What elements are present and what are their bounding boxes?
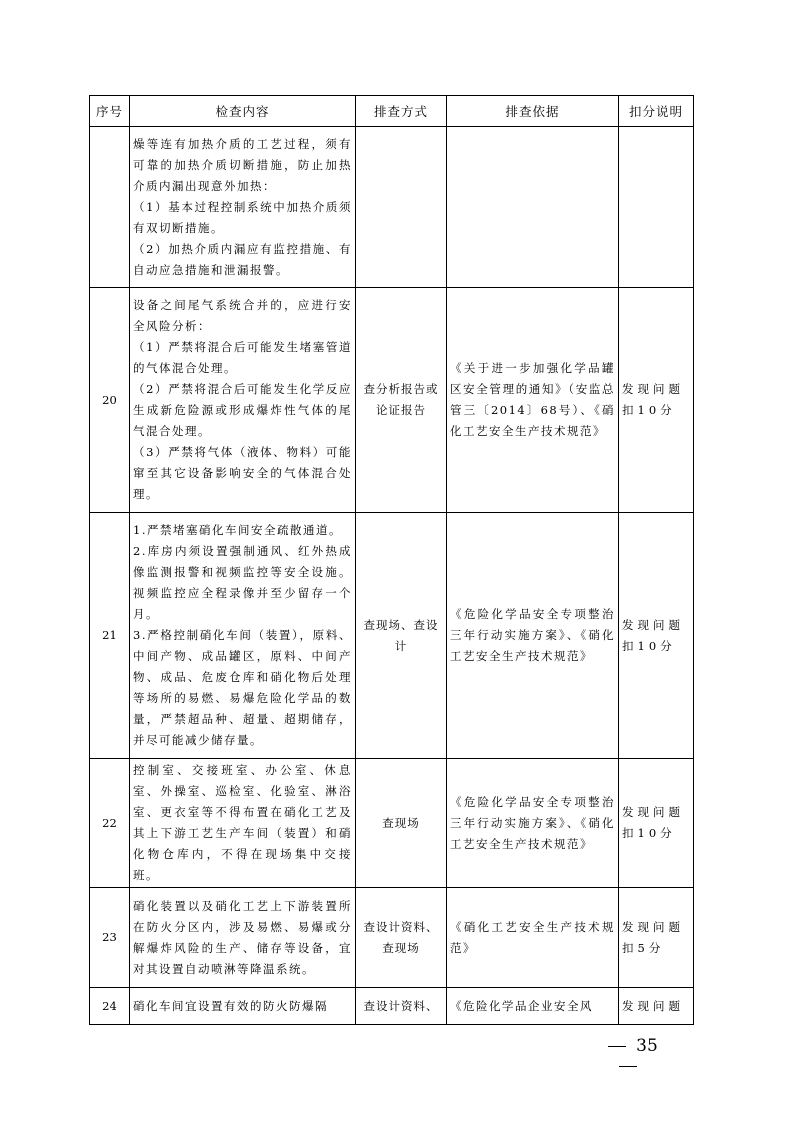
inspection-basis-cell: 《危险化学品安全专项整治三年行动实施方案》、《硝化工艺安全生产技术规范》 xyxy=(447,759,619,888)
deduction-cell: 发现问题扣10分 xyxy=(619,288,694,513)
row-number: 22 xyxy=(90,759,130,888)
header-inspection-method: 排查方式 xyxy=(356,96,447,127)
header-inspection-basis: 排查依据 xyxy=(447,96,619,127)
table-row xyxy=(90,988,694,1025)
row-number xyxy=(90,127,130,288)
page-number-footer xyxy=(583,1036,673,1056)
content-line: 硝化装置以及硝化工艺上下游装置所在防火分区内，涉及易燃、易爆或分解爆炸风险的生产、储存等设备，宜对其设置自动喷淋等降温系统。 xyxy=(133,898,352,976)
row-number: 23 xyxy=(90,888,130,988)
deduction-cell: 发现问题 xyxy=(619,988,694,1025)
table-row xyxy=(90,288,694,513)
content-line: （2）严禁将混合后可能发生化学反应生成新危险源或形成爆炸性气体的尾气混合处理。 xyxy=(133,382,352,438)
table-row xyxy=(90,888,694,988)
content-line: （3）严禁将气体（液体、物料）可能窜至其它设备影响安全的气体混合处理。 xyxy=(133,445,352,501)
inspection-method-cell: 查现场 xyxy=(356,759,447,888)
inspection-method-cell: 查设计资料、查现场 xyxy=(356,888,447,988)
inspection-content-cell xyxy=(130,988,356,1025)
inspection-basis-cell: 《危险化学品安全专项整治三年行动实施方案》、《硝化工艺安全生产技术规范》 xyxy=(447,513,619,759)
content-line: （1）基本过程控制系统中加热介质须有双切断措施。 xyxy=(133,199,352,235)
content-line: 2.库房内须设置强制通风、红外热成像监测报警和视频监控等安全设施。视频监控应全程录像并至少留存一个月。 xyxy=(133,544,352,621)
inspection-method-cell: 查设计资料、 xyxy=(356,988,447,1025)
content-line: 1.严禁堵塞硝化车间安全疏散通道。 xyxy=(133,523,342,537)
inspection-content-cell xyxy=(130,888,356,988)
inspection-basis-cell xyxy=(447,127,619,288)
row-number: 24 xyxy=(90,988,130,1025)
inspection-content-cell xyxy=(130,513,356,759)
inspection-basis-cell: 《危险化学品企业安全风 xyxy=(447,988,619,1025)
row-number: 20 xyxy=(90,288,130,513)
table-header-row xyxy=(90,96,694,127)
footer-dash-right xyxy=(619,1066,637,1067)
content-line: 硝化车间宜设置有效的防火防爆隔 xyxy=(133,998,328,1013)
header-inspection-content: 检查内容 xyxy=(130,96,356,127)
content-line: 燥等连有加热介质的工艺过程，须有可靠的加热介质切断措施，防止加热介质内漏出现意外加热： xyxy=(133,136,352,193)
content-line: 3.严格控制硝化车间（装置），原料、中间产物、成品罐区，原料、中间产物、成品、危废仓库和硝化物后处理等场所的易燃、易爆危险化学品的数量，严禁超品种、超量、超期储存，并尽可能减少储存量。 xyxy=(133,628,352,747)
header-deduction-note: 扣分说明 xyxy=(619,96,694,127)
inspection-content-cell xyxy=(130,127,356,288)
inspection-method-cell: 查现场、查设计 xyxy=(356,513,447,759)
inspection-basis-cell: 《硝化工艺安全生产技术规范》 xyxy=(447,888,619,988)
content-line: （1）严禁将混合后可能发生堵塞管道的气体混合处理。 xyxy=(133,340,352,375)
inspection-method-cell: 查分析报告或论证报告 xyxy=(356,288,447,513)
content-line: （2）加热介质内漏应有监控措施、有自动应急措施和泄漏报警。 xyxy=(133,241,352,277)
table-row xyxy=(90,127,694,288)
row-number: 21 xyxy=(90,513,130,759)
page-number: 35 xyxy=(636,1036,658,1056)
inspection-checklist-table xyxy=(89,95,694,1025)
deduction-cell: 发现问题扣10分 xyxy=(619,759,694,888)
inspection-content-cell xyxy=(130,759,356,888)
deduction-cell: 发现问题扣10分 xyxy=(619,513,694,759)
table-row xyxy=(90,513,694,759)
footer-dash-left xyxy=(608,1046,626,1047)
content-line: 控制室、交接班室、办公室、休息室、外操室、巡检室、化验室、淋浴室、更衣室等不得布置在硝化工艺及其上下游工艺生产车间（装置）和硝化物仓库内，不得在现场集中交接班。 xyxy=(133,763,352,882)
inspection-content-cell xyxy=(130,288,356,513)
deduction-cell xyxy=(619,127,694,288)
content-line: 设备之间尾气系统合并的，应进行安全风险分析： xyxy=(133,298,352,333)
inspection-method-cell xyxy=(356,127,447,288)
table-row xyxy=(90,759,694,888)
deduction-cell: 发现问题扣5分 xyxy=(619,888,694,988)
header-serial-number: 序号 xyxy=(90,96,130,127)
inspection-basis-cell: 《关于进一步加强化学品罐区安全管理的通知》（安监总管三〔2014〕68号）、《硝化工艺安全生产技术规范》 xyxy=(447,288,619,513)
